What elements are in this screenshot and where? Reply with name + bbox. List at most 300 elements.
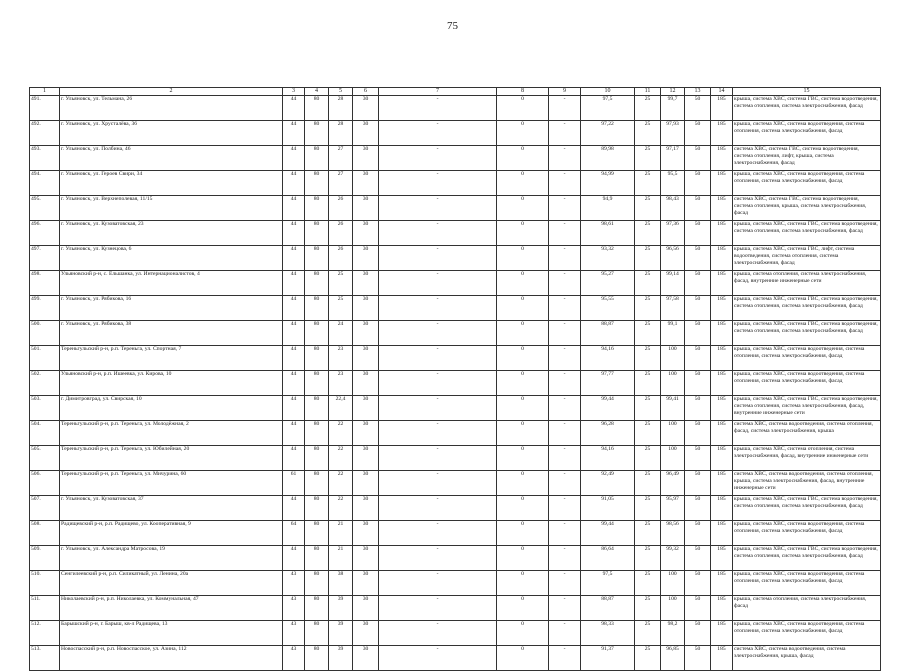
value-cell: 30 [353,546,379,571]
value-cell: 39 [329,596,353,621]
value-cell: 99,44 [581,396,635,421]
works-cell: крыша, система ХВС, система ГВС, система водоотведения, система отопления, система электроснабжения, фасад [733,221,881,246]
value-cell: 0 [497,396,549,421]
value-cell: 50 [685,296,711,321]
value-cell: - [549,496,581,521]
value-cell: 25 [635,496,661,521]
value-cell: 98,43 [661,196,685,221]
row-number-cell: 505. [30,446,60,471]
value-cell: 30 [353,496,379,521]
value-cell: 185 [711,496,733,521]
value-cell: 185 [711,196,733,221]
works-cell: крыша, система ХВС, система ГВС, система водоотведения, система отопления, система электроснабжения, фасад [733,496,881,521]
table-row [30,96,881,121]
column-header: 9 [549,88,581,96]
value-cell: 25 [635,521,661,546]
value-cell: - [549,271,581,296]
value-cell: 185 [711,646,733,671]
value-cell: 50 [685,146,711,171]
address-cell: г. Димитровград, ул. Свирская, 10 [60,396,283,421]
works-cell: крыша, система отопления, система электроснабжения, фасад, внутренние инженерные сети [733,271,881,296]
value-cell: - [549,471,581,496]
value-cell: 44 [283,96,305,121]
value-cell: 22 [329,496,353,521]
works-cell: крыша, система ХВС, система водоотведения, система отопления, система электроснабжения, фасад [733,621,881,646]
value-cell: 50 [685,596,711,621]
column-header: 4 [305,88,329,96]
address-cell: Ульяновский р-н, р.п. Ишеевка, ул. Кирова, 10 [60,371,283,396]
column-header: 1 [30,88,60,96]
value-cell: 80 [305,346,329,371]
value-cell: 86,64 [581,546,635,571]
address-cell: г. Ульяновск, ул. Кузоватовская, 23 [60,221,283,246]
value-cell: 100 [661,421,685,446]
value-cell: 185 [711,346,733,371]
value-cell: 185 [711,321,733,346]
value-cell: 0 [497,521,549,546]
value-cell: 0 [497,96,549,121]
value-cell: - [549,346,581,371]
row-number-cell: 506. [30,471,60,496]
value-cell: 30 [353,446,379,471]
value-cell: 25 [635,571,661,596]
value-cell: 98,56 [661,521,685,546]
address-cell: г. Ульяновск, ул. Кузоватовская, 37 [60,496,283,521]
value-cell: 30 [353,121,379,146]
value-cell: 44 [283,271,305,296]
value-cell: 99,14 [661,271,685,296]
value-cell: 185 [711,246,733,271]
works-cell: система ХВС, система ГВС, система водоотведения, система отопления, крыша, система электроснабжения, фасад [733,196,881,221]
table-row [30,521,881,546]
value-cell: 96,28 [581,421,635,446]
value-cell: 44 [283,371,305,396]
value-cell: 61 [283,471,305,496]
value-cell: 80 [305,521,329,546]
value-cell: 99,41 [661,396,685,421]
value-cell: - [379,446,497,471]
value-cell: 0 [497,471,549,496]
value-cell: 44 [283,246,305,271]
value-cell: 100 [661,371,685,396]
value-cell: 50 [685,121,711,146]
value-cell: - [549,596,581,621]
value-cell: - [379,471,497,496]
value-cell: 30 [353,146,379,171]
value-cell: 50 [685,496,711,521]
value-cell: - [379,496,497,521]
value-cell: 44 [283,146,305,171]
value-cell: 0 [497,321,549,346]
value-cell: - [379,171,497,196]
row-number-cell: 510. [30,571,60,596]
value-cell: 97,5 [581,571,635,596]
works-cell: крыша, система ХВС, система водоотведения, система отопления, система электроснабжения, фасад [733,571,881,596]
value-cell: 185 [711,596,733,621]
row-number-cell: 499. [30,296,60,321]
works-cell: крыша, система ХВС, система ГВС, система водоотведения, система отопления, система электроснабжения, фасад [733,546,881,571]
row-number-cell: 512. [30,621,60,646]
value-cell: 99,44 [581,521,635,546]
value-cell: 0 [497,146,549,171]
value-cell: 80 [305,646,329,671]
value-cell: 99,1 [661,321,685,346]
value-cell: 94,16 [581,446,635,471]
table-row [30,646,881,671]
address-cell: Тереньгульский р-н, р.п. Тереньга, ул. Мичурина, 60 [60,471,283,496]
value-cell: 185 [711,146,733,171]
value-cell: 25 [635,371,661,396]
column-header: 15 [733,88,881,96]
value-cell: 25 [635,146,661,171]
value-cell: 25 [635,421,661,446]
value-cell: 44 [283,546,305,571]
value-cell: 44 [283,346,305,371]
value-cell: 185 [711,521,733,546]
value-cell: 64 [283,521,305,546]
value-cell: 30 [353,171,379,196]
row-number-cell: 492. [30,121,60,146]
table-row [30,221,881,246]
value-cell: 21 [329,546,353,571]
address-cell: Тереньгульский р-н, р.п. Тереньга, ул. Молодёжная, 2 [60,421,283,446]
value-cell: 80 [305,271,329,296]
value-cell: 98,61 [581,221,635,246]
table-row [30,121,881,146]
value-cell: - [379,346,497,371]
value-cell: 50 [685,571,711,596]
value-cell: 25 [635,221,661,246]
value-cell: 50 [685,171,711,196]
value-cell: 25 [635,121,661,146]
value-cell: 26 [329,246,353,271]
value-cell: 92,49 [581,471,635,496]
works-cell: крыша, система отопления, система электроснабжения, фасад [733,596,881,621]
value-cell: - [549,296,581,321]
value-cell: 22 [329,446,353,471]
address-cell: Новоспасский р-н, р.п. Новоспасское, ул. Азина, 112 [60,646,283,671]
value-cell: 50 [685,471,711,496]
value-cell: - [549,146,581,171]
value-cell: 185 [711,96,733,121]
value-cell: 95,97 [661,496,685,521]
value-cell: 0 [497,446,549,471]
value-cell: - [549,646,581,671]
value-cell: 25 [635,446,661,471]
value-cell: 50 [685,96,711,121]
value-cell: 0 [497,121,549,146]
value-cell: 94,9 [581,196,635,221]
works-cell: крыша, система ХВС, система ГВС, система водоотведения, система отопления, система электроснабжения, фасад, внутренние инженерные сети [733,396,881,421]
value-cell: - [549,221,581,246]
value-cell: 26 [329,196,353,221]
value-cell: - [379,121,497,146]
value-cell: 30 [353,321,379,346]
value-cell: 25 [635,246,661,271]
column-header: 11 [635,88,661,96]
value-cell: 94,99 [581,171,635,196]
value-cell: 50 [685,646,711,671]
column-header: 3 [283,88,305,96]
value-cell: 0 [497,196,549,221]
value-cell: 80 [305,171,329,196]
value-cell: 44 [283,446,305,471]
row-number-cell: 503. [30,396,60,421]
value-cell: 50 [685,271,711,296]
works-cell: крыша, система ХВС, система ГВС, система водоотведения, система отопления, система электроснабжения, фасад [733,296,881,321]
row-number-cell: 498. [30,271,60,296]
value-cell: 25 [635,271,661,296]
value-cell: 80 [305,596,329,621]
value-cell: 0 [497,246,549,271]
value-cell: - [549,371,581,396]
value-cell: 100 [661,571,685,596]
row-number-cell: 500. [30,321,60,346]
value-cell: 80 [305,396,329,421]
value-cell: 50 [685,546,711,571]
value-cell: 30 [353,471,379,496]
value-cell: - [549,621,581,646]
value-cell: 97,22 [581,121,635,146]
address-cell: Тереньгульский р-н, р.п. Тереньга, ул. Спортная, 7 [60,346,283,371]
table-row [30,171,881,196]
address-cell: г. Ульяновск, ул. Полбина, 46 [60,146,283,171]
works-cell: система ХВС, система водоотведения, система отопления, крыша, система электроснабжения, фасад, внутренние инженерные сети [733,471,881,496]
value-cell: 50 [685,621,711,646]
table-body [30,88,881,671]
column-header: 2 [60,88,283,96]
value-cell: 185 [711,171,733,196]
value-cell: 185 [711,396,733,421]
value-cell: 185 [711,621,733,646]
column-header: 6 [353,88,379,96]
value-cell: - [549,521,581,546]
value-cell: 25 [635,621,661,646]
value-cell: 25 [635,321,661,346]
value-cell: 80 [305,446,329,471]
column-header: 7 [379,88,497,96]
address-cell: г. Ульяновск, ул. Героев Свири, 34 [60,171,283,196]
value-cell: 97,77 [581,371,635,396]
value-cell: 0 [497,221,549,246]
column-header: 10 [581,88,635,96]
value-cell: 44 [283,396,305,421]
value-cell: 80 [305,146,329,171]
value-cell: 30 [353,96,379,121]
value-cell: 100 [661,596,685,621]
table-row [30,496,881,521]
value-cell: 30 [353,221,379,246]
value-cell: 30 [353,396,379,421]
value-cell: 93,32 [581,246,635,271]
works-cell: крыша, система ХВС, система ГВС, система водоотведения, система отопления, система электроснабжения, фасад [733,321,881,346]
value-cell: 39 [329,621,353,646]
table-row [30,471,881,496]
value-cell: 22 [329,471,353,496]
address-cell: Ульяновский р-н, с. Ельшанка, ул. Интернационалистов, 4 [60,271,283,296]
value-cell: 88,87 [581,321,635,346]
value-cell: 95,55 [581,296,635,321]
row-number-cell: 511. [30,596,60,621]
value-cell: 22,4 [329,396,353,421]
value-cell: 95,5 [661,171,685,196]
row-number-cell: 494. [30,171,60,196]
value-cell: 22 [329,421,353,446]
value-cell: 96,85 [661,646,685,671]
table-row [30,596,881,621]
value-cell: 97,58 [661,296,685,321]
value-cell: 25 [635,396,661,421]
value-cell: 25 [635,96,661,121]
works-cell: система ХВС, система водоотведения, система электроснабжения, крыша, фасад [733,646,881,671]
value-cell: - [549,321,581,346]
value-cell: - [549,571,581,596]
value-cell: 50 [685,221,711,246]
value-cell: 89,98 [581,146,635,171]
value-cell: 25 [329,296,353,321]
value-cell: - [379,221,497,246]
table-row [30,271,881,296]
value-cell: - [549,446,581,471]
value-cell: 99,32 [661,546,685,571]
row-number-cell: 493. [30,146,60,171]
value-cell: 30 [353,621,379,646]
value-cell: 27 [329,146,353,171]
value-cell: 98,33 [581,621,635,646]
value-cell: 50 [685,196,711,221]
value-cell: 97,5 [581,96,635,121]
value-cell: 50 [685,246,711,271]
value-cell: 30 [353,246,379,271]
value-cell: 21 [329,521,353,546]
value-cell: 0 [497,171,549,196]
value-cell: 80 [305,546,329,571]
value-cell: 80 [305,421,329,446]
value-cell: - [549,246,581,271]
address-cell: Николаевский р-н, р.п. Николаевка, ул. Коммунальная, 47 [60,596,283,621]
value-cell: 0 [497,546,549,571]
value-cell: 80 [305,621,329,646]
value-cell: 80 [305,371,329,396]
value-cell: 94,16 [581,346,635,371]
row-number-cell: 491. [30,96,60,121]
value-cell: 80 [305,571,329,596]
value-cell: 50 [685,421,711,446]
value-cell: 25 [635,346,661,371]
value-cell: 80 [305,121,329,146]
value-cell: 97,36 [661,221,685,246]
value-cell: 185 [711,546,733,571]
value-cell: - [379,321,497,346]
value-cell: 50 [685,346,711,371]
row-number-cell: 501. [30,346,60,371]
column-header: 14 [711,88,733,96]
value-cell: - [379,196,497,221]
table-row [30,571,881,596]
value-cell: 0 [497,371,549,396]
value-cell: 185 [711,571,733,596]
value-cell: 25 [635,471,661,496]
capital-repair-table [29,87,881,671]
value-cell: 185 [711,296,733,321]
value-cell: 0 [497,421,549,446]
value-cell: - [549,196,581,221]
value-cell: 25 [329,271,353,296]
address-cell: Сенгилеевский р-н, р.п. Силикатный, ул. Ленина, 20а [60,571,283,596]
value-cell: 25 [635,171,661,196]
works-cell: крыша, система ХВС, система водоотведения, система отопления, система электроснабжения, фасад [733,121,881,146]
column-header: 12 [661,88,685,96]
works-cell: крыша, система ХВС, система ГВС, лифт, система водоотведения, система отопления, система электроснабжения, фасад [733,246,881,271]
value-cell: 0 [497,346,549,371]
value-cell: 27 [329,171,353,196]
value-cell: 30 [353,371,379,396]
table-row [30,146,881,171]
value-cell: - [379,371,497,396]
works-cell: крыша, система ХВС, система водоотведения, система отопления, система электроснабжения, фасад [733,521,881,546]
address-cell: г. Ульяновск, ул. Хрусталёва, 36 [60,121,283,146]
row-number-cell: 495. [30,196,60,221]
value-cell: 80 [305,321,329,346]
value-cell: 100 [661,346,685,371]
value-cell: 185 [711,421,733,446]
value-cell: 25 [635,296,661,321]
row-number-cell: 502. [30,371,60,396]
value-cell: 80 [305,496,329,521]
value-cell: 44 [283,296,305,321]
table-row [30,621,881,646]
value-cell: - [379,296,497,321]
value-cell: - [549,396,581,421]
value-cell: 30 [353,596,379,621]
value-cell: 30 [353,296,379,321]
table-row [30,446,881,471]
value-cell: 43 [283,571,305,596]
value-cell: 30 [353,271,379,296]
value-cell: 39 [329,646,353,671]
value-cell: 30 [353,571,379,596]
value-cell: 44 [283,171,305,196]
value-cell: 0 [497,271,549,296]
value-cell: 43 [283,621,305,646]
value-cell: 0 [497,621,549,646]
column-header: 5 [329,88,353,96]
table-row [30,396,881,421]
value-cell: 98,2 [661,621,685,646]
works-cell: крыша, система ХВС, система водоотведения, система отопления, система электроснабжения, фасад [733,371,881,396]
value-cell: 99,7 [661,96,685,121]
table-row [30,421,881,446]
value-cell: 44 [283,496,305,521]
value-cell: 30 [353,521,379,546]
value-cell: 44 [283,196,305,221]
value-cell: 26 [329,221,353,246]
value-cell: - [549,421,581,446]
value-cell: - [379,246,497,271]
table-row [30,196,881,221]
value-cell: 25 [635,546,661,571]
value-cell: - [379,396,497,421]
value-cell: - [549,121,581,146]
value-cell: - [379,596,497,621]
value-cell: 44 [283,121,305,146]
value-cell: - [379,646,497,671]
row-number-cell: 504. [30,421,60,446]
table-row [30,546,881,571]
value-cell: - [549,96,581,121]
address-cell: Тереньгульский р-н, р.п. Тереньга, ул. Юбилейная, 20 [60,446,283,471]
value-cell: - [379,146,497,171]
